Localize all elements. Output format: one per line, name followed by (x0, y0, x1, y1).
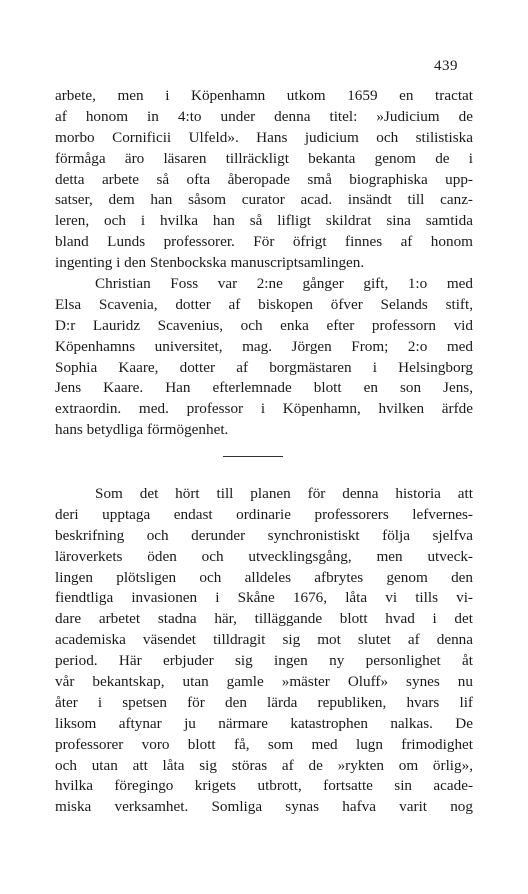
paragraph-2 (55, 484, 473, 818)
text-line: deri upptaga endast ordinarie professorers lefvernes- (55, 505, 473, 523)
text-line: vår bekantskap, utan gamle »mäster Oluff» synes nu (55, 673, 473, 691)
text-line: extraordin. med. professor i Köpenhamn, hvilken ärfde (55, 400, 473, 418)
text-line: ingenting i den Stenbockska manuscriptsamlingen. (55, 254, 365, 272)
text-line: Elsa Scavenia, dotter af biskopen öfver Selands stift, (55, 295, 473, 313)
text-line: hvilka föregingo krigets utbrott, fortsatte sin acade- (55, 777, 473, 795)
text-line: Som det hört till planen för denna historia att (95, 485, 473, 502)
text-line: Sophia Kaare, dotter af borgmästaren i Helsingborg (55, 358, 473, 376)
text-line: miska verksamhet. Somliga synas hafva varit nog (55, 798, 473, 816)
text-line: dare arbetet stadna här, tilläggande blott hvad i det (55, 610, 473, 628)
text-line: professorer voro blott få, som med lugn frimodighet (55, 735, 473, 753)
text-line: läroverkets öden och utvecklingsgång, men utveck- (55, 547, 473, 565)
text-line: förmåga äro läsaren tillräckligt bekanta genom de i (55, 149, 473, 167)
text-line: beskrifning och derunder synchronistiskt följa sjelfva (55, 526, 473, 544)
text-line: Köpenhamns universitet, mag. Jörgen From; 2:o med (55, 337, 473, 355)
text-line: leren, och i hvilka han så lifligt skildrat sina samtida (55, 212, 473, 230)
text-line: Christian Foss var 2:ne gånger gift, 1:o med (95, 275, 473, 293)
text-line: academiska väsendet tilldragit sig mot slutet af denna (55, 631, 473, 649)
text-line: bland Lunds professorer. För öfrigt finnes af honom (55, 233, 473, 251)
text-line: detta arbete så ofta åberopade små biographiska upp- (55, 170, 473, 188)
text-line: fiendtliga invasionen i Skåne 1676, låta vi tills vi- (55, 589, 473, 607)
text-line: period. Här erbjuder sig ingen ny personlighet åt (55, 652, 473, 670)
text-line: åter i spetsen för den lärda republiken, hvars lif (55, 693, 473, 711)
text-line: satser, dem han såsom curator acad. insändt till canz- (55, 191, 473, 209)
text-line: arbete, men i Köpenhamn utkom 1659 en tractat (55, 87, 473, 104)
text-line: liksom aftynar ju närmare katastrophen nalkas. De (55, 714, 473, 732)
text-line: Jens Kaare. Han efterlemnade blott en son Jens, (55, 379, 473, 397)
text-line: D:r Lauridz Scavenius, och enka efter professorn vid (55, 316, 473, 334)
page-number: 439 (434, 58, 458, 74)
text-line: af honom in 4:to under denna titel: »Judicium de (55, 107, 473, 125)
paragraph-1 (55, 86, 473, 441)
text-line: lingen plötsligen och alldeles afbrytes genom den (55, 568, 473, 586)
section-divider (223, 456, 283, 457)
text-line: och utan att låta sig störas af de »rykten om örlig», (55, 756, 473, 774)
text-line: hans betydliga förmögenhet. (55, 421, 229, 439)
text-line: morbo Cornificii Ulfeld». Hans judicium och stilistiska (55, 128, 473, 146)
